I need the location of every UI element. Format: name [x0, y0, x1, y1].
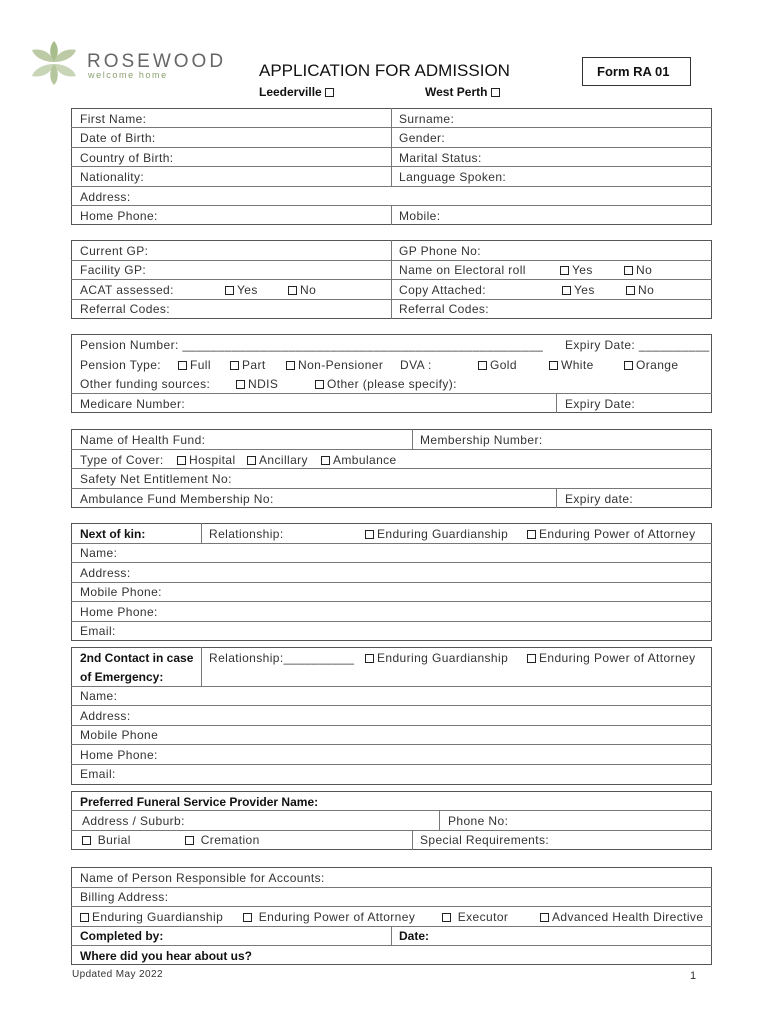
- emergency-email-label[interactable]: Email:: [80, 767, 116, 781]
- page-number: 1: [690, 970, 697, 982]
- acat-yes-checkbox[interactable]: [225, 286, 234, 295]
- location-west-perth[interactable]: West Perth: [425, 85, 503, 99]
- pension-full[interactable]: Full: [178, 358, 211, 372]
- pension-type-label: Pension Type:: [80, 358, 162, 372]
- nok-epa-checkbox[interactable]: [527, 530, 536, 539]
- emergency-eg-checkbox[interactable]: [365, 654, 374, 663]
- emergency-enduring-guardianship[interactable]: Enduring Guardianship: [365, 651, 508, 665]
- emergency-name-label[interactable]: Name:: [80, 689, 118, 703]
- cremation-checkbox[interactable]: [185, 836, 194, 845]
- burial-option[interactable]: Burial: [82, 833, 131, 847]
- emergency-enduring-power-attorney[interactable]: Enduring Power of Attorney: [527, 651, 696, 665]
- nok-address-label[interactable]: Address:: [80, 566, 131, 580]
- full-checkbox[interactable]: [178, 361, 187, 370]
- gender-label[interactable]: Gender:: [399, 131, 446, 145]
- cover-hospital[interactable]: Hospital: [177, 453, 236, 467]
- cover-ancillary[interactable]: Ancillary: [247, 453, 308, 467]
- acat-yes[interactable]: Yes: [225, 283, 258, 297]
- accounts-executor[interactable]: Executor: [442, 910, 508, 924]
- facility-gp-label[interactable]: Facility GP:: [80, 263, 147, 277]
- ndis-checkbox[interactable]: [236, 380, 245, 389]
- pension-number-label[interactable]: Pension Number: ___________________________________________________: [80, 338, 544, 352]
- cremation-option[interactable]: Cremation: [185, 833, 260, 847]
- nok-enduring-power-attorney[interactable]: Enduring Power of Attorney: [527, 527, 696, 541]
- membership-number-label[interactable]: Membership Number:: [420, 433, 543, 447]
- mobile-label[interactable]: Mobile:: [399, 209, 441, 223]
- updated-date: Updated May 2022: [72, 969, 163, 980]
- copy-no-checkbox[interactable]: [626, 286, 635, 295]
- nok-mobile-label[interactable]: Mobile Phone:: [80, 585, 162, 599]
- pension-part[interactable]: Part: [230, 358, 266, 372]
- electoral-roll-label: Name on Electoral roll: [399, 263, 526, 277]
- other-funding-label: Other funding sources:: [80, 377, 211, 391]
- nok-email-label[interactable]: Email:: [80, 624, 116, 638]
- dva-orange[interactable]: Orange: [624, 358, 678, 372]
- copy-no[interactable]: No: [626, 283, 654, 297]
- home-phone-label[interactable]: Home Phone:: [80, 209, 158, 223]
- accounts-enduring-power-attorney[interactable]: Enduring Power of Attorney: [243, 910, 415, 924]
- where-heard-label[interactable]: Where did you hear about us?: [80, 949, 253, 963]
- copy-yes-checkbox[interactable]: [562, 286, 571, 295]
- west-perth-checkbox[interactable]: [491, 88, 500, 97]
- executor-checkbox[interactable]: [442, 913, 451, 922]
- address-label[interactable]: Address:: [80, 190, 131, 204]
- dva-label: DVA :: [400, 358, 432, 372]
- billing-address-label[interactable]: Billing Address:: [80, 890, 169, 904]
- surname-label[interactable]: Surname:: [399, 112, 455, 126]
- emergency-home-label[interactable]: Home Phone:: [80, 748, 158, 762]
- date-label[interactable]: Date:: [399, 929, 430, 943]
- referral-codes-label[interactable]: Referral Codes:: [80, 302, 171, 316]
- funeral-address-label[interactable]: Address / Suburb:: [82, 814, 185, 828]
- funeral-title: Preferred Funeral Service Provider Name:: [80, 795, 319, 809]
- responsible-person-label[interactable]: Name of Person Responsible for Accounts:: [80, 871, 325, 885]
- health-fund-label[interactable]: Name of Health Fund:: [80, 433, 206, 447]
- nok-relationship-label[interactable]: Relationship:: [209, 527, 284, 541]
- accounts-enduring-guardianship[interactable]: Enduring Guardianship: [80, 910, 223, 924]
- special-requirements-label[interactable]: Special Requirements:: [420, 833, 550, 847]
- emergency-title-line2: of Emergency:: [80, 670, 164, 684]
- dva-white[interactable]: White: [549, 358, 594, 372]
- safety-net-label[interactable]: Safety Net Entitlement No:: [80, 472, 232, 486]
- non-pensioner-checkbox[interactable]: [286, 361, 295, 370]
- next-of-kin-title: Next of kin:: [80, 527, 146, 541]
- dob-label[interactable]: Date of Birth:: [80, 131, 156, 145]
- nok-name-label[interactable]: Name:: [80, 546, 118, 560]
- emergency-epa-checkbox[interactable]: [527, 654, 536, 663]
- cover-ambulance[interactable]: Ambulance: [321, 453, 397, 467]
- emergency-relationship-label[interactable]: Relationship:__________: [209, 651, 355, 665]
- ambulance-checkbox[interactable]: [321, 456, 330, 465]
- location-leederville[interactable]: Leederville: [259, 85, 337, 99]
- emergency-mobile-label[interactable]: Mobile Phone: [80, 728, 159, 742]
- cover-type-label: Type of Cover:: [80, 453, 164, 467]
- electoral-yes[interactable]: Yes: [560, 263, 593, 277]
- acat-label: ACAT assessed:: [80, 283, 174, 297]
- other-funding[interactable]: Other (please specify):: [315, 377, 457, 391]
- dva-gold[interactable]: Gold: [478, 358, 517, 372]
- page-title: APPLICATION FOR ADMISSION: [259, 61, 510, 80]
- acat-no-checkbox[interactable]: [288, 286, 297, 295]
- accounts-eg-checkbox[interactable]: [80, 913, 89, 922]
- hospital-checkbox[interactable]: [177, 456, 186, 465]
- completed-by-label[interactable]: Completed by:: [80, 929, 164, 943]
- acat-no[interactable]: No: [288, 283, 316, 297]
- ambulance-expiry-label[interactable]: Expiry date:: [565, 492, 634, 506]
- nok-enduring-guardianship[interactable]: Enduring Guardianship: [365, 527, 508, 541]
- emergency-title-line1: 2nd Contact in case: [80, 651, 194, 665]
- logo-tagline: welcome home: [88, 70, 168, 80]
- part-checkbox[interactable]: [230, 361, 239, 370]
- ndis[interactable]: NDIS: [236, 377, 278, 391]
- electoral-no[interactable]: No: [624, 263, 652, 277]
- electoral-yes-checkbox[interactable]: [560, 266, 569, 275]
- gold-checkbox[interactable]: [478, 361, 487, 370]
- medicare-label[interactable]: Medicare Number:: [80, 397, 186, 411]
- language-label[interactable]: Language Spoken:: [399, 170, 507, 184]
- medicare-expiry-label[interactable]: Expiry Date:: [565, 397, 636, 411]
- nationality-label[interactable]: Nationality:: [80, 170, 145, 184]
- non-pensioner[interactable]: Non-Pensioner: [286, 358, 383, 372]
- orange-checkbox[interactable]: [624, 361, 633, 370]
- gp-phone-label[interactable]: GP Phone No:: [399, 244, 481, 258]
- nok-eg-checkbox[interactable]: [365, 530, 374, 539]
- first-name-label[interactable]: First Name:: [80, 112, 147, 126]
- electoral-no-checkbox[interactable]: [624, 266, 633, 275]
- country-of-birth-label[interactable]: Country of Birth:: [80, 151, 174, 165]
- advanced-health-directive[interactable]: Advanced Health Directive: [540, 910, 703, 924]
- white-checkbox[interactable]: [549, 361, 558, 370]
- funeral-phone-label[interactable]: Phone No:: [448, 814, 509, 828]
- form-id: Form RA 01: [597, 64, 670, 79]
- nok-home-label[interactable]: Home Phone:: [80, 605, 158, 619]
- copy-yes[interactable]: Yes: [562, 283, 595, 297]
- rosewood-logo-icon: [29, 38, 79, 88]
- burial-checkbox[interactable]: [82, 836, 91, 845]
- referral-codes-label-2[interactable]: Referral Codes:: [399, 302, 490, 316]
- copy-attached-label: Copy Attached:: [399, 283, 486, 297]
- logo-name: ROSEWOOD: [87, 51, 227, 72]
- ahd-checkbox[interactable]: [540, 913, 549, 922]
- leederville-checkbox[interactable]: [325, 88, 334, 97]
- ambulance-membership-label[interactable]: Ambulance Fund Membership No:: [80, 492, 274, 506]
- emergency-address-label[interactable]: Address:: [80, 709, 131, 723]
- marital-status-label[interactable]: Marital Status:: [399, 151, 482, 165]
- other-funding-checkbox[interactable]: [315, 380, 324, 389]
- ancillary-checkbox[interactable]: [247, 456, 256, 465]
- current-gp-label[interactable]: Current GP:: [80, 244, 149, 258]
- pension-expiry-label[interactable]: Expiry Date: __________: [565, 338, 710, 352]
- accounts-epa-checkbox[interactable]: [243, 913, 252, 922]
